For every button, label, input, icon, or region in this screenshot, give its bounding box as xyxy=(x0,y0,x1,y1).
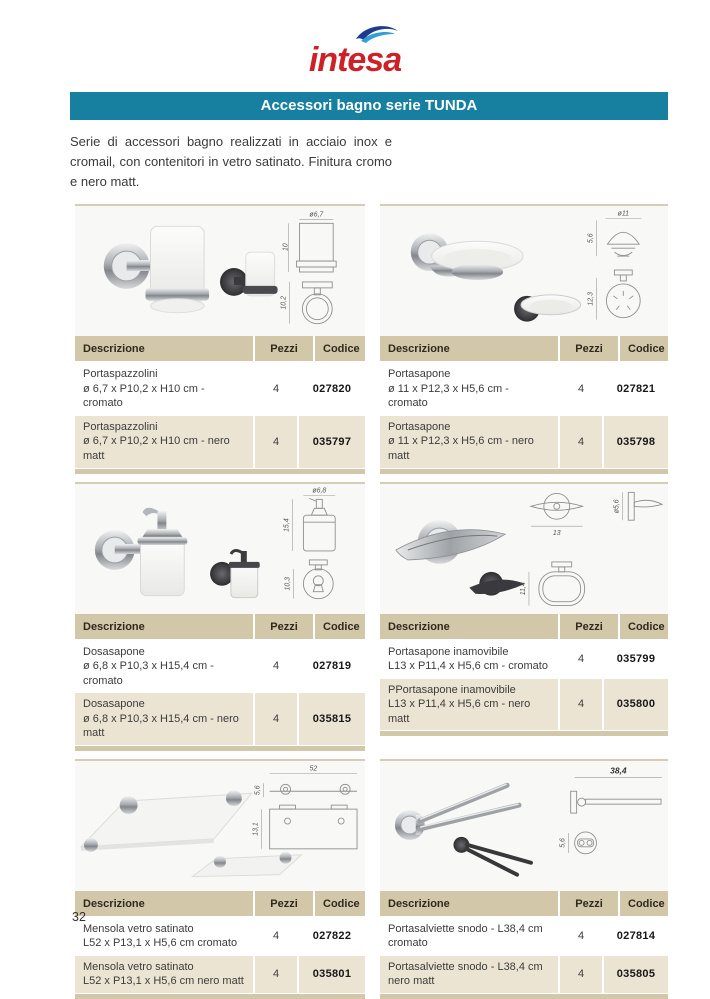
product-name: Portaspazzolini xyxy=(83,368,158,381)
product-size: L13 x P11,4 x H5,6 cm - nero matt xyxy=(388,698,531,725)
col-header-pezzi: Pezzi xyxy=(558,336,618,361)
soap-dish-technical-drawing xyxy=(588,211,642,320)
code-value: 035805 xyxy=(602,956,668,993)
pieces-value: 4 xyxy=(253,956,297,993)
soap-dispenser-technical-drawing xyxy=(284,487,336,598)
soap-dispenser-photo xyxy=(95,507,260,597)
product-size: L52 x P13,1 x H5,6 cm cromato xyxy=(83,937,238,950)
table-footer-strip xyxy=(75,746,365,751)
product-name: PPortasapone inamovibile xyxy=(388,683,516,696)
product-name: Portasapone inamovibile xyxy=(388,645,509,658)
pieces-value: 4 xyxy=(253,693,297,745)
table-row xyxy=(380,641,668,679)
table-row xyxy=(380,956,668,994)
product-image-area xyxy=(380,759,668,891)
col-header-pezzi: Pezzi xyxy=(558,614,618,639)
pieces-value: 4 xyxy=(558,641,602,678)
col-header-codice: Codice xyxy=(313,891,368,916)
col-header-pezzi: Pezzi xyxy=(253,336,313,361)
code-value: 027814 xyxy=(602,918,668,955)
svg-text:11,4: 11,4 xyxy=(519,581,527,595)
table-footer-strip xyxy=(380,731,668,736)
code-value: 035797 xyxy=(297,416,365,468)
table-row xyxy=(380,363,668,416)
pieces-value: 4 xyxy=(558,679,602,731)
product-name: Portasapone xyxy=(388,420,451,433)
code-value: 035798 xyxy=(602,416,668,468)
product-size: ø 6,8 x P10,3 x H15,4 cm - nero matt xyxy=(83,712,239,740)
code-value: 027821 xyxy=(602,363,668,415)
product-size: ø 11 x P12,3 x H5,6 cm - nero matt xyxy=(388,435,534,462)
svg-text:10,3: 10,3 xyxy=(284,576,292,591)
product-name: Mensola vetro satinato xyxy=(83,960,194,973)
product-cell-mensola xyxy=(75,759,365,999)
col-header-descrizione: Descrizione xyxy=(388,620,450,633)
col-header-pezzi: Pezzi xyxy=(253,891,313,916)
col-header-pezzi: Pezzi xyxy=(558,891,618,916)
brand-logo xyxy=(0,0,710,84)
pieces-value: 4 xyxy=(558,363,602,415)
svg-text:38,4: 38,4 xyxy=(610,764,627,775)
tumbler-holder-technical-drawing xyxy=(281,212,337,324)
product-size: cromato xyxy=(388,937,428,950)
col-header-codice: Codice xyxy=(618,891,673,916)
code-value: 027822 xyxy=(297,918,365,955)
table-footer-strip xyxy=(380,469,668,474)
table-row xyxy=(75,416,365,469)
svg-text:12,3: 12,3 xyxy=(587,292,595,306)
tumbler-holder-photo xyxy=(104,227,278,313)
product-cell-portasapone xyxy=(380,204,668,473)
product-cell-portasapone-inamovibile xyxy=(380,482,668,751)
code-value: 035801 xyxy=(297,956,365,993)
code-value: 027819 xyxy=(297,641,365,693)
pieces-value: 4 xyxy=(558,918,602,955)
product-name: Dosasapone xyxy=(83,698,145,711)
product-name: Portaspazzolini xyxy=(83,420,158,433)
code-value: 027820 xyxy=(297,363,365,415)
soap-dish-photo xyxy=(411,234,581,322)
col-header-pezzi: Pezzi xyxy=(253,614,313,639)
product-image-area xyxy=(75,759,365,891)
svg-text:5,6: 5,6 xyxy=(587,233,595,244)
table-header xyxy=(380,891,668,918)
product-name: Dosasapone xyxy=(83,645,145,658)
col-header-codice: Codice xyxy=(313,336,368,361)
fixed-soap-holder-technical-drawing xyxy=(520,492,662,605)
svg-text:ø5,6: ø5,6 xyxy=(613,498,621,513)
pieces-value: 4 xyxy=(558,416,602,468)
table-header xyxy=(380,336,668,363)
product-image-area xyxy=(380,482,668,614)
col-header-descrizione: Descrizione xyxy=(83,343,145,356)
pieces-value: 4 xyxy=(253,416,297,468)
table-row xyxy=(75,918,365,956)
table-header xyxy=(75,614,365,641)
pieces-value: 4 xyxy=(253,918,297,955)
svg-text:ø11: ø11 xyxy=(617,210,630,218)
product-size: ø 11 x P12,3 x H5,6 cm - cromato xyxy=(388,382,509,410)
glass-shelf-technical-drawing xyxy=(253,765,357,848)
svg-text:5,6: 5,6 xyxy=(254,785,262,795)
col-header-codice: Codice xyxy=(618,614,673,639)
table-header xyxy=(75,336,365,363)
product-size: ø 6,8 x P10,3 x H15,4 cm - cromato xyxy=(83,660,214,687)
svg-text:13,1: 13,1 xyxy=(252,821,260,836)
col-header-descrizione: Descrizione xyxy=(83,620,145,633)
code-value: 035815 xyxy=(297,693,365,745)
product-grid xyxy=(75,204,710,998)
product-image-area xyxy=(380,204,668,336)
table-row xyxy=(75,363,365,416)
intro-text: Serie di accessori bagno realizzati in acciaio inox e cromail, con contenitori in vetro satinato. Finitura cromo e nero matt. xyxy=(70,134,392,190)
svg-text:ø6,7: ø6,7 xyxy=(309,211,324,219)
table-header xyxy=(75,891,365,918)
towel-holder-technical-drawing xyxy=(560,765,662,853)
code-value: 035799 xyxy=(602,641,668,678)
product-size: L13 x P11,4 x H5,6 cm - cromato xyxy=(388,660,548,673)
product-name: Portasalviette snodo - L38,4 cm xyxy=(388,922,543,935)
product-size: nero matt xyxy=(388,975,435,988)
product-size: ø 6,7 x P10,2 x H10 cm - cromato xyxy=(83,382,205,410)
pieces-value: 4 xyxy=(558,956,602,993)
svg-text:13: 13 xyxy=(552,529,561,537)
product-image-area xyxy=(75,204,365,336)
table-row xyxy=(75,956,365,994)
product-cell-portasalviette xyxy=(380,759,668,999)
table-footer-strip xyxy=(380,994,668,999)
table-footer-strip xyxy=(75,469,365,474)
col-header-descrizione: Descrizione xyxy=(83,897,145,910)
svg-text:15,4: 15,4 xyxy=(283,517,291,532)
svg-text:5,6: 5,6 xyxy=(559,837,567,848)
fixed-soap-holder-photo xyxy=(396,520,525,595)
product-image-area xyxy=(75,482,365,614)
series-banner: Accessori bagno serie TUNDA xyxy=(70,92,668,120)
product-size: ø 6,7 x P10,2 x H10 cm - nero matt xyxy=(83,435,230,462)
product-name: Mensola vetro satinato xyxy=(83,922,194,935)
svg-text:52: 52 xyxy=(309,764,318,772)
product-cell-dosasapone xyxy=(75,482,365,751)
product-cell-portaspazzolini xyxy=(75,204,365,473)
svg-text:10,2: 10,2 xyxy=(280,296,288,310)
table-row xyxy=(75,641,365,694)
product-name: Portasalviette snodo - L38,4 cm xyxy=(388,960,543,973)
table-row xyxy=(75,693,365,746)
col-header-codice: Codice xyxy=(313,614,368,639)
table-row xyxy=(380,416,668,469)
page-number: 32 xyxy=(72,910,86,924)
col-header-descrizione: Descrizione xyxy=(388,343,450,356)
table-footer-strip xyxy=(75,994,365,999)
col-header-descrizione: Descrizione xyxy=(388,897,450,910)
glass-shelf-photo xyxy=(81,790,301,876)
svg-text:ø6,8: ø6,8 xyxy=(312,486,327,494)
table-header xyxy=(380,614,668,641)
svg-text:10: 10 xyxy=(282,243,290,252)
towel-holder-photo xyxy=(395,784,531,874)
pieces-value: 4 xyxy=(253,641,297,693)
table-row xyxy=(380,679,668,732)
col-header-codice: Codice xyxy=(618,336,673,361)
brand-name: intesa xyxy=(308,41,402,79)
code-value: 035800 xyxy=(602,679,668,731)
pieces-value: 4 xyxy=(253,363,297,415)
product-size: L52 x P13,1 x H5,6 cm nero matt xyxy=(83,975,244,988)
table-row xyxy=(380,918,668,956)
product-name: Portasapone xyxy=(388,368,451,381)
